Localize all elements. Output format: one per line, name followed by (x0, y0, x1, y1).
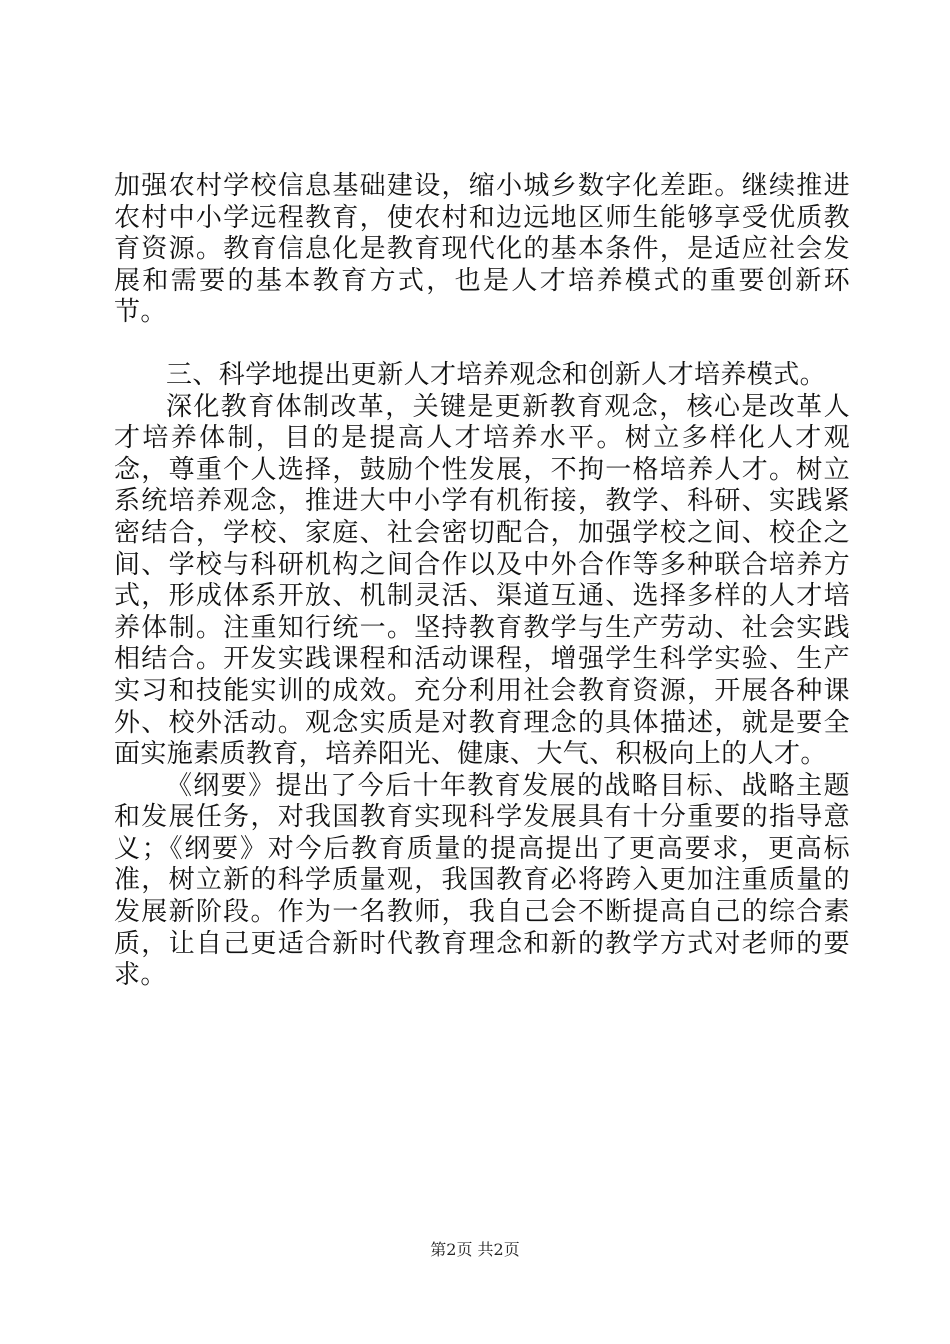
document-body (114, 171, 850, 992)
paragraph-outline-summary: 《纲要》提出了今后十年教育发展的战略目标、战略主题和发展任务，对我国教育实现科学发展具有十分重要的指导意义；《纲要》对今后教育质量的提高提出了更高要求，更高标准，树立新的科学质量观，我国教育必将跨入更加注重质量的发展新阶段。作为一名教师，我自己会不断提高自己的综合素质，让自己更适合新时代教育理念和新的教学方式对老师的要求。 (114, 770, 850, 991)
paragraph-continuation: 加强农村学校信息基础建设，缩小城乡数字化差距。继续推进农村中小学远程教育，使农村和边远地区师生能够享受优质教育资源。教育信息化是教育现代化的基本条件，是适应社会发展和需要的基本教育方式，也是人才培养模式的重要创新环节。 (114, 171, 850, 328)
paragraph-education-reform: 深化教育体制改革，关键是更新教育观念，核心是改革人才培养体制，目的是提高人才培养水平。树立多样化人才观念，尊重个人选择，鼓励个性发展，不拘一格培养人才。树立系统培养观念，推进大中小学有机衔接，教学、科研、实践紧密结合，学校、家庭、社会密切配合，加强学校之间、校企之间、学校与科研机构之间合作以及中外合作等多种联合培养方式，形成体系开放、机制灵活、渠道互通、选择多样的人才培养体制。注重知行统一。坚持教育教学与生产劳动、社会实践相结合。开发实践课程和活动课程，增强学生科学实验、生产实习和技能实训的成效。充分利用社会教育资源，开展各种课外、校外活动。观念实质是对教育理念的具体描述，就是要全面实施素质教育，培养阳光、健康、大气、积极向上的人才。 (114, 391, 850, 770)
paragraph-spacer (114, 329, 850, 360)
page-number-footer: 第2页 共2页 (430, 1240, 520, 1259)
section-heading: 三、科学地提出更新人才培养观念和创新人才培养模式。 (166, 359, 827, 390)
